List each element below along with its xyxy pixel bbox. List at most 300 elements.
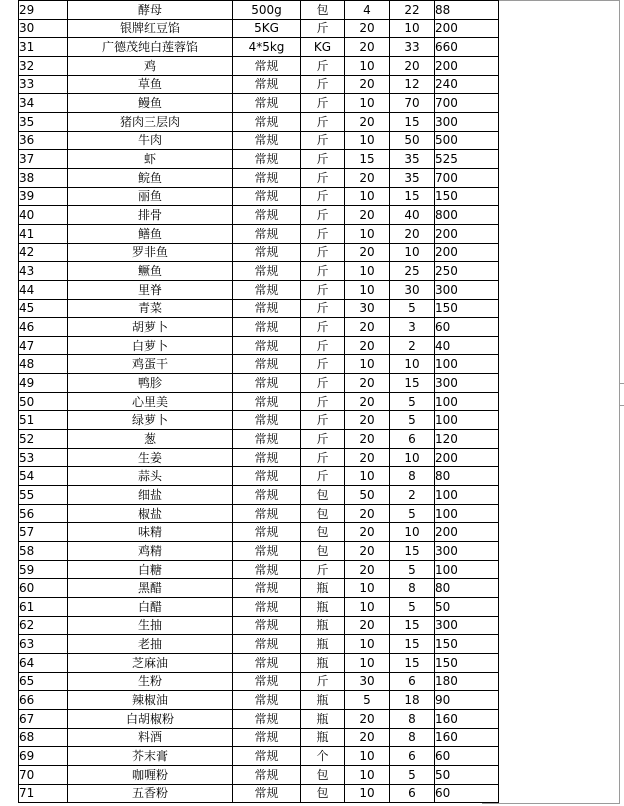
unit-price-cell: 30 — [390, 280, 435, 299]
item-name-cell: 鸡蛋干 — [68, 355, 233, 374]
spec-cell: 4*5kg — [233, 38, 301, 57]
quantity-cell: 20 — [345, 75, 390, 94]
unit-cell: 瓶 — [301, 635, 345, 654]
unit-cell: 斤 — [301, 299, 345, 318]
quantity-cell: 4 — [345, 1, 390, 20]
unit-cell: 斤 — [301, 560, 345, 579]
spec-cell: 常规 — [233, 784, 301, 803]
item-name-cell: 生姜 — [68, 448, 233, 467]
quantity-cell: 10 — [345, 747, 390, 766]
page-edge-tick — [619, 405, 624, 406]
unit-price-cell: 2 — [390, 336, 435, 355]
quantity-cell: 20 — [345, 709, 390, 728]
total-cell: 300 — [435, 542, 499, 561]
page-edge-tick — [619, 383, 624, 384]
item-name-cell: 生粉 — [68, 672, 233, 691]
row-number-cell: 59 — [19, 560, 68, 579]
row-number-cell: 43 — [19, 262, 68, 281]
spec-cell: 500g — [233, 1, 301, 20]
item-name-cell: 草鱼 — [68, 75, 233, 94]
unit-cell: 个 — [301, 747, 345, 766]
unit-cell: 斤 — [301, 411, 345, 430]
table-row — [19, 653, 499, 672]
total-cell: 800 — [435, 206, 499, 225]
unit-cell: 斤 — [301, 672, 345, 691]
total-cell: 40 — [435, 336, 499, 355]
spec-cell: 常规 — [233, 579, 301, 598]
row-number-cell: 36 — [19, 131, 68, 150]
row-number-cell: 39 — [19, 187, 68, 206]
table-row — [19, 94, 499, 113]
unit-price-cell: 5 — [390, 411, 435, 430]
unit-cell: 斤 — [301, 56, 345, 75]
row-number-cell: 67 — [19, 709, 68, 728]
table-row — [19, 430, 499, 449]
total-cell: 120 — [435, 430, 499, 449]
table-body — [19, 1, 499, 803]
unit-price-cell: 8 — [390, 467, 435, 486]
unit-price-cell: 22 — [390, 1, 435, 20]
total-cell: 200 — [435, 19, 499, 38]
unit-price-cell: 3 — [390, 318, 435, 337]
unit-cell: 瓶 — [301, 579, 345, 598]
row-number-cell: 58 — [19, 542, 68, 561]
unit-price-cell: 6 — [390, 784, 435, 803]
table-row — [19, 504, 499, 523]
table-row — [19, 672, 499, 691]
total-cell: 80 — [435, 467, 499, 486]
spec-cell: 5KG — [233, 19, 301, 38]
unit-price-cell: 5 — [390, 765, 435, 784]
quantity-cell: 10 — [345, 56, 390, 75]
total-cell: 300 — [435, 112, 499, 131]
item-name-cell: 排骨 — [68, 206, 233, 225]
unit-cell: 斤 — [301, 374, 345, 393]
total-cell: 60 — [435, 318, 499, 337]
quantity-cell: 20 — [345, 728, 390, 747]
unit-cell: 包 — [301, 523, 345, 542]
spec-cell: 常规 — [233, 374, 301, 393]
table-row — [19, 374, 499, 393]
total-cell: 500 — [435, 131, 499, 150]
unit-cell: 瓶 — [301, 709, 345, 728]
total-cell: 150 — [435, 653, 499, 672]
unit-cell: 包 — [301, 504, 345, 523]
quantity-cell: 10 — [345, 467, 390, 486]
total-cell: 200 — [435, 56, 499, 75]
total-cell: 150 — [435, 187, 499, 206]
total-cell: 50 — [435, 598, 499, 617]
spec-cell: 常规 — [233, 560, 301, 579]
unit-cell: 包 — [301, 784, 345, 803]
table-row — [19, 1, 499, 20]
item-name-cell: 生抽 — [68, 616, 233, 635]
spec-cell: 常规 — [233, 728, 301, 747]
table-row — [19, 691, 499, 710]
quantity-cell: 20 — [345, 112, 390, 131]
quantity-cell: 10 — [345, 94, 390, 113]
unit-cell: 包 — [301, 765, 345, 784]
table-row — [19, 765, 499, 784]
total-cell: 660 — [435, 38, 499, 57]
unit-price-cell: 15 — [390, 635, 435, 654]
unit-cell: 包 — [301, 542, 345, 561]
spec-cell: 常规 — [233, 598, 301, 617]
unit-cell: 斤 — [301, 150, 345, 169]
row-number-cell: 70 — [19, 765, 68, 784]
total-cell: 60 — [435, 747, 499, 766]
unit-cell: 斤 — [301, 392, 345, 411]
item-name-cell: 五香粉 — [68, 784, 233, 803]
total-cell: 300 — [435, 280, 499, 299]
table-row — [19, 150, 499, 169]
row-number-cell: 50 — [19, 392, 68, 411]
table-row — [19, 467, 499, 486]
row-number-cell: 68 — [19, 728, 68, 747]
total-cell: 80 — [435, 579, 499, 598]
unit-cell: 瓶 — [301, 728, 345, 747]
spec-cell: 常规 — [233, 504, 301, 523]
total-cell: 160 — [435, 728, 499, 747]
quantity-cell: 20 — [345, 411, 390, 430]
unit-cell: 斤 — [301, 187, 345, 206]
unit-price-cell: 20 — [390, 56, 435, 75]
total-cell: 700 — [435, 94, 499, 113]
unit-price-cell: 5 — [390, 560, 435, 579]
row-number-cell: 38 — [19, 168, 68, 187]
spec-cell: 常规 — [233, 672, 301, 691]
spec-cell: 常规 — [233, 280, 301, 299]
quantity-cell: 20 — [345, 542, 390, 561]
total-cell: 150 — [435, 635, 499, 654]
table-row — [19, 38, 499, 57]
row-number-cell: 63 — [19, 635, 68, 654]
table-row — [19, 280, 499, 299]
unit-price-cell: 15 — [390, 616, 435, 635]
table-row — [19, 598, 499, 617]
row-number-cell: 32 — [19, 56, 68, 75]
spec-cell: 常规 — [233, 747, 301, 766]
total-cell: 250 — [435, 262, 499, 281]
spec-cell: 常规 — [233, 94, 301, 113]
table-row — [19, 262, 499, 281]
table-row — [19, 523, 499, 542]
quantity-cell: 20 — [345, 616, 390, 635]
table-row — [19, 187, 499, 206]
unit-price-cell: 33 — [390, 38, 435, 57]
row-number-cell: 57 — [19, 523, 68, 542]
table-row — [19, 56, 499, 75]
spec-cell: 常规 — [233, 318, 301, 337]
quantity-cell: 10 — [345, 355, 390, 374]
quantity-cell: 20 — [345, 392, 390, 411]
item-name-cell: 料酒 — [68, 728, 233, 747]
row-number-cell: 48 — [19, 355, 68, 374]
unit-cell: 斤 — [301, 448, 345, 467]
total-cell: 240 — [435, 75, 499, 94]
table-row — [19, 112, 499, 131]
unit-cell: 斤 — [301, 131, 345, 150]
table-row — [19, 411, 499, 430]
total-cell: 88 — [435, 1, 499, 20]
row-number-cell: 64 — [19, 653, 68, 672]
item-name-cell: 广德茂纯白莲蓉馅 — [68, 38, 233, 57]
unit-price-cell: 12 — [390, 75, 435, 94]
item-name-cell: 鲩鱼 — [68, 168, 233, 187]
table-row — [19, 728, 499, 747]
spec-cell: 常规 — [233, 112, 301, 131]
total-cell: 300 — [435, 616, 499, 635]
table-row — [19, 635, 499, 654]
unit-cell: 瓶 — [301, 598, 345, 617]
unit-price-cell: 6 — [390, 747, 435, 766]
row-number-cell: 62 — [19, 616, 68, 635]
quantity-cell: 30 — [345, 672, 390, 691]
item-name-cell: 白糖 — [68, 560, 233, 579]
unit-cell: 斤 — [301, 280, 345, 299]
total-cell: 150 — [435, 299, 499, 318]
spec-cell: 常规 — [233, 691, 301, 710]
item-name-cell: 细盐 — [68, 486, 233, 505]
quantity-cell: 10 — [345, 187, 390, 206]
unit-cell: 斤 — [301, 336, 345, 355]
item-name-cell: 椒盐 — [68, 504, 233, 523]
unit-cell: 斤 — [301, 318, 345, 337]
quantity-cell: 30 — [345, 299, 390, 318]
total-cell: 200 — [435, 523, 499, 542]
row-number-cell: 60 — [19, 579, 68, 598]
spec-cell: 常规 — [233, 168, 301, 187]
row-number-cell: 34 — [19, 94, 68, 113]
item-name-cell: 丽鱼 — [68, 187, 233, 206]
table-row — [19, 299, 499, 318]
row-number-cell: 65 — [19, 672, 68, 691]
table-row — [19, 168, 499, 187]
spec-cell: 常规 — [233, 224, 301, 243]
row-number-cell: 49 — [19, 374, 68, 393]
total-cell: 60 — [435, 784, 499, 803]
unit-price-cell: 2 — [390, 486, 435, 505]
item-name-cell: 黑醋 — [68, 579, 233, 598]
spec-cell: 常规 — [233, 653, 301, 672]
spec-cell: 常规 — [233, 131, 301, 150]
unit-cell: 瓶 — [301, 691, 345, 710]
row-number-cell: 30 — [19, 19, 68, 38]
item-name-cell: 鸭胗 — [68, 374, 233, 393]
table-row — [19, 448, 499, 467]
item-name-cell: 心里美 — [68, 392, 233, 411]
quantity-cell: 15 — [345, 150, 390, 169]
table-row — [19, 318, 499, 337]
item-name-cell: 青菜 — [68, 299, 233, 318]
total-cell: 525 — [435, 150, 499, 169]
spec-cell: 常规 — [233, 486, 301, 505]
unit-price-cell: 8 — [390, 728, 435, 747]
unit-cell: 瓶 — [301, 616, 345, 635]
row-number-cell: 41 — [19, 224, 68, 243]
unit-cell: 斤 — [301, 75, 345, 94]
quantity-cell: 20 — [345, 318, 390, 337]
item-name-cell: 鸡 — [68, 56, 233, 75]
row-number-cell: 31 — [19, 38, 68, 57]
quantity-cell: 20 — [345, 336, 390, 355]
item-name-cell: 罗非鱼 — [68, 243, 233, 262]
table-row — [19, 131, 499, 150]
unit-cell: 斤 — [301, 430, 345, 449]
spec-cell: 常规 — [233, 262, 301, 281]
quantity-cell: 10 — [345, 765, 390, 784]
unit-price-cell: 10 — [390, 523, 435, 542]
row-number-cell: 46 — [19, 318, 68, 337]
quantity-cell: 10 — [345, 598, 390, 617]
unit-price-cell: 15 — [390, 542, 435, 561]
spec-cell: 常规 — [233, 523, 301, 542]
unit-price-cell: 10 — [390, 448, 435, 467]
quantity-cell: 20 — [345, 430, 390, 449]
total-cell: 100 — [435, 411, 499, 430]
item-name-cell: 辣椒油 — [68, 691, 233, 710]
row-number-cell: 29 — [19, 1, 68, 20]
table-row — [19, 224, 499, 243]
item-name-cell: 鳜鱼 — [68, 262, 233, 281]
total-cell: 200 — [435, 224, 499, 243]
total-cell: 180 — [435, 672, 499, 691]
quantity-cell: 20 — [345, 504, 390, 523]
unit-cell: 斤 — [301, 94, 345, 113]
spec-cell: 常规 — [233, 616, 301, 635]
row-number-cell: 54 — [19, 467, 68, 486]
total-cell: 100 — [435, 504, 499, 523]
unit-price-cell: 35 — [390, 168, 435, 187]
table-row — [19, 206, 499, 225]
item-name-cell: 绿萝卜 — [68, 411, 233, 430]
unit-cell: 瓶 — [301, 653, 345, 672]
table-row — [19, 392, 499, 411]
quantity-cell: 20 — [345, 448, 390, 467]
unit-price-cell: 15 — [390, 653, 435, 672]
unit-price-cell: 5 — [390, 392, 435, 411]
item-name-cell: 白醋 — [68, 598, 233, 617]
quantity-cell: 5 — [345, 691, 390, 710]
row-number-cell: 37 — [19, 150, 68, 169]
item-name-cell: 芝麻油 — [68, 653, 233, 672]
item-name-cell: 银牌红豆馅 — [68, 19, 233, 38]
spec-cell: 常规 — [233, 411, 301, 430]
item-name-cell: 鳝鱼 — [68, 224, 233, 243]
quantity-cell: 10 — [345, 280, 390, 299]
row-number-cell: 45 — [19, 299, 68, 318]
row-number-cell: 56 — [19, 504, 68, 523]
item-name-cell: 白萝卜 — [68, 336, 233, 355]
quantity-cell: 20 — [345, 38, 390, 57]
spec-cell: 常规 — [233, 299, 301, 318]
item-name-cell: 里脊 — [68, 280, 233, 299]
unit-price-cell: 15 — [390, 374, 435, 393]
spec-cell: 常规 — [233, 336, 301, 355]
unit-price-cell: 5 — [390, 504, 435, 523]
item-name-cell: 牛肉 — [68, 131, 233, 150]
table-row — [19, 542, 499, 561]
total-cell: 700 — [435, 168, 499, 187]
table-row — [19, 486, 499, 505]
unit-price-cell: 15 — [390, 112, 435, 131]
unit-price-cell: 50 — [390, 131, 435, 150]
row-number-cell: 40 — [19, 206, 68, 225]
item-name-cell: 芥末膏 — [68, 747, 233, 766]
unit-cell: 斤 — [301, 355, 345, 374]
spec-cell: 常规 — [233, 430, 301, 449]
unit-price-cell: 8 — [390, 709, 435, 728]
unit-cell: 包 — [301, 486, 345, 505]
item-name-cell: 老抽 — [68, 635, 233, 654]
quantity-cell: 20 — [345, 243, 390, 262]
unit-cell: 斤 — [301, 19, 345, 38]
quantity-cell: 10 — [345, 784, 390, 803]
quantity-cell: 10 — [345, 653, 390, 672]
quantity-cell: 10 — [345, 579, 390, 598]
quantity-cell: 20 — [345, 168, 390, 187]
unit-price-cell: 20 — [390, 224, 435, 243]
unit-price-cell: 5 — [390, 598, 435, 617]
item-name-cell: 酵母 — [68, 1, 233, 20]
table-row — [19, 560, 499, 579]
item-name-cell: 蒜头 — [68, 467, 233, 486]
unit-price-cell: 10 — [390, 19, 435, 38]
table-row — [19, 75, 499, 94]
quantity-cell: 50 — [345, 486, 390, 505]
table-row — [19, 336, 499, 355]
unit-price-cell: 5 — [390, 299, 435, 318]
spec-cell: 常规 — [233, 187, 301, 206]
row-number-cell: 71 — [19, 784, 68, 803]
unit-price-cell: 10 — [390, 243, 435, 262]
total-cell: 100 — [435, 560, 499, 579]
quantity-cell: 10 — [345, 131, 390, 150]
row-number-cell: 61 — [19, 598, 68, 617]
total-cell: 100 — [435, 392, 499, 411]
unit-price-cell: 25 — [390, 262, 435, 281]
item-name-cell: 虾 — [68, 150, 233, 169]
spec-cell: 常规 — [233, 467, 301, 486]
spec-cell: 常规 — [233, 709, 301, 728]
quantity-cell: 20 — [345, 374, 390, 393]
item-name-cell: 猪肉三层肉 — [68, 112, 233, 131]
unit-price-cell: 15 — [390, 187, 435, 206]
unit-price-cell: 6 — [390, 672, 435, 691]
spec-cell: 常规 — [233, 355, 301, 374]
total-cell: 100 — [435, 486, 499, 505]
table-row — [19, 243, 499, 262]
spec-cell: 常规 — [233, 542, 301, 561]
quantity-cell: 20 — [345, 523, 390, 542]
table-row — [19, 19, 499, 38]
table-row — [19, 355, 499, 374]
row-number-cell: 35 — [19, 112, 68, 131]
unit-cell: 斤 — [301, 243, 345, 262]
item-name-cell: 白胡椒粉 — [68, 709, 233, 728]
row-number-cell: 69 — [19, 747, 68, 766]
spec-cell: 常规 — [233, 56, 301, 75]
unit-cell: 斤 — [301, 206, 345, 225]
unit-cell: 包 — [301, 1, 345, 20]
quantity-cell: 20 — [345, 560, 390, 579]
purchase-table — [18, 0, 499, 803]
item-name-cell: 鸡精 — [68, 542, 233, 561]
table-row — [19, 579, 499, 598]
row-number-cell: 47 — [19, 336, 68, 355]
spec-cell: 常规 — [233, 75, 301, 94]
table-row — [19, 747, 499, 766]
